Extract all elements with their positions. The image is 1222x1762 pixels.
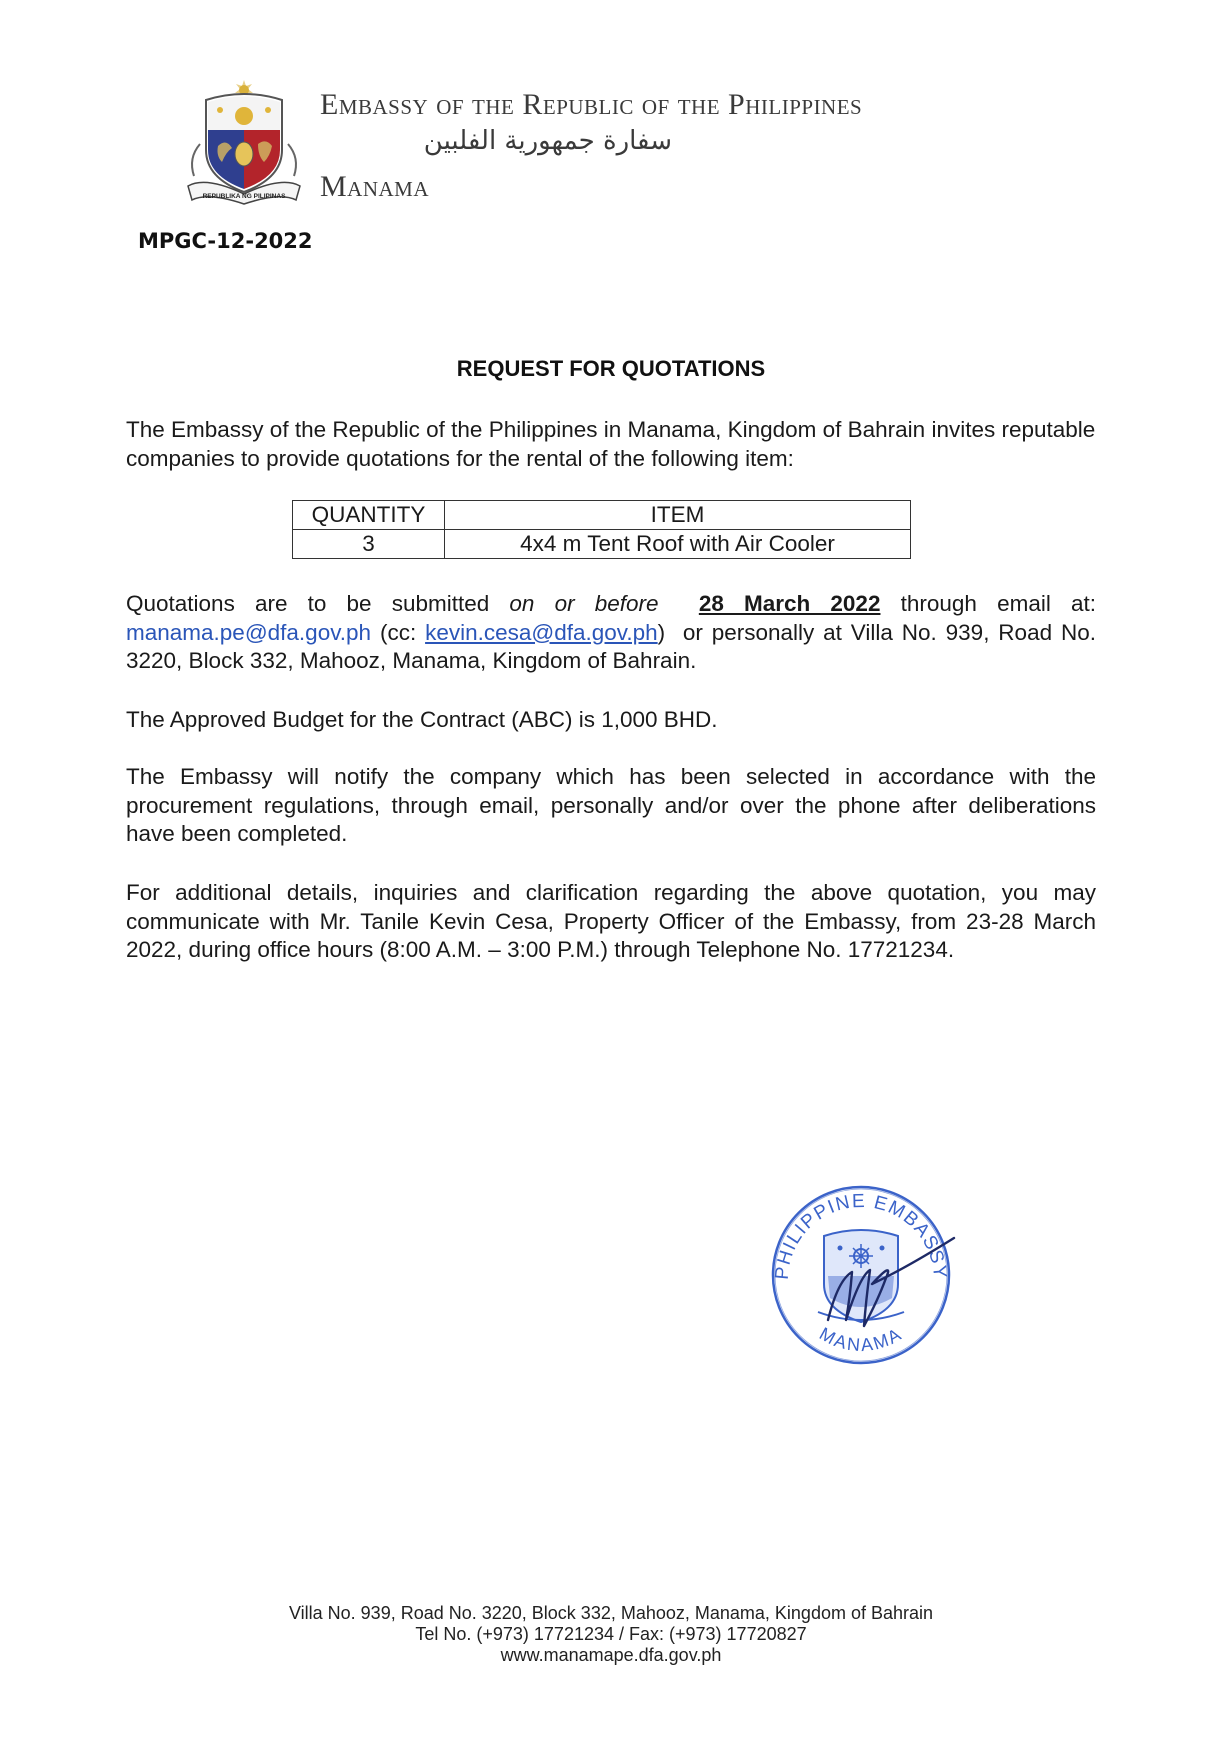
footer-phone: Tel No. (+973) 17721234 / Fax: (+973) 17720827 — [415, 1624, 807, 1644]
seal-sun — [235, 107, 253, 125]
notify-paragraph: The Embassy will notify the company which has been selected in accordance with the procurement regulations, through email, personally and/or over the phone after deliberations have been completed. — [126, 764, 1096, 846]
table-header-item: ITEM — [445, 501, 911, 530]
cc-email-link[interactable]: kevin.cesa@dfa.gov.ph — [425, 619, 658, 645]
submission-emphasis: on or before — [509, 591, 659, 616]
submission-prefix: Quotations are to be submitted — [126, 591, 490, 616]
table-row — [293, 530, 911, 559]
submission-address: or personally at Villa No. 939, Road No. 3220, Block 332, Mahooz, Manama, Kingdom of Bahrain. — [126, 619, 1096, 673]
intro-paragraph: The Embassy of the Republic of the Philippines in Manama, Kingdom of Bahrain invites reputable companies to provide quotations for the rental of the following item: — [126, 417, 1096, 471]
submission-paragraph — [126, 590, 1096, 676]
contact-paragraph: For additional details, inquiries and clarification regarding the above quotation, you may communicate with Mr. Tanile Kevin Cesa, Property Officer of the Embassy, from 23-28 March 2022, during office hours (8:00 A.M. – 3:00 P.M.) through Telephone No. 17721234. — [126, 880, 1096, 962]
table-cell-item: 4x4 m Tent Roof with Air Cooler — [445, 530, 911, 559]
embassy-city: Manama — [320, 170, 430, 203]
document-title: REQUEST FOR QUOTATIONS — [456, 356, 766, 381]
seal-scroll-text: REPUBLIKA NG PILIPINAS — [202, 193, 286, 200]
items-table — [292, 500, 911, 559]
cc-suffix: ) — [657, 619, 666, 645]
submission-deadline: 28 March 2022 — [698, 591, 881, 616]
submission-mid: through email at: — [900, 591, 1097, 616]
table-cell-quantity: 3 — [293, 530, 445, 559]
table-header-quantity: QUANTITY — [293, 501, 445, 530]
embassy-name: Embassy of the Republic of the Philippines — [320, 88, 863, 121]
embassy-name-arabic: سفارة جمهورية الفلبين — [423, 126, 672, 156]
stamp-bottom-text: MANAMA — [816, 1323, 906, 1356]
embassy-stamp — [766, 1180, 956, 1370]
footer — [0, 1603, 1222, 1666]
budget-paragraph: The Approved Budget for the Contract (ABC) is 1,000 BHD. — [126, 707, 718, 732]
footer-website[interactable]: www.manamape.dfa.gov.ph — [500, 1645, 722, 1665]
stamp-top-text: PHILIPPINE EMBASSY — [771, 1190, 951, 1281]
footer-address: Villa No. 939, Road No. 3220, Block 332, Mahooz, Manama, Kingdom of Bahrain — [288, 1603, 934, 1623]
table-header-row — [293, 501, 911, 530]
reference-number: MPGC-12-2022 — [138, 229, 313, 253]
embassy-email-link[interactable]: manama.pe@dfa.gov.ph — [126, 619, 372, 645]
cc-prefix: (cc: — [379, 619, 417, 645]
coat-of-arms-seal — [186, 78, 302, 206]
